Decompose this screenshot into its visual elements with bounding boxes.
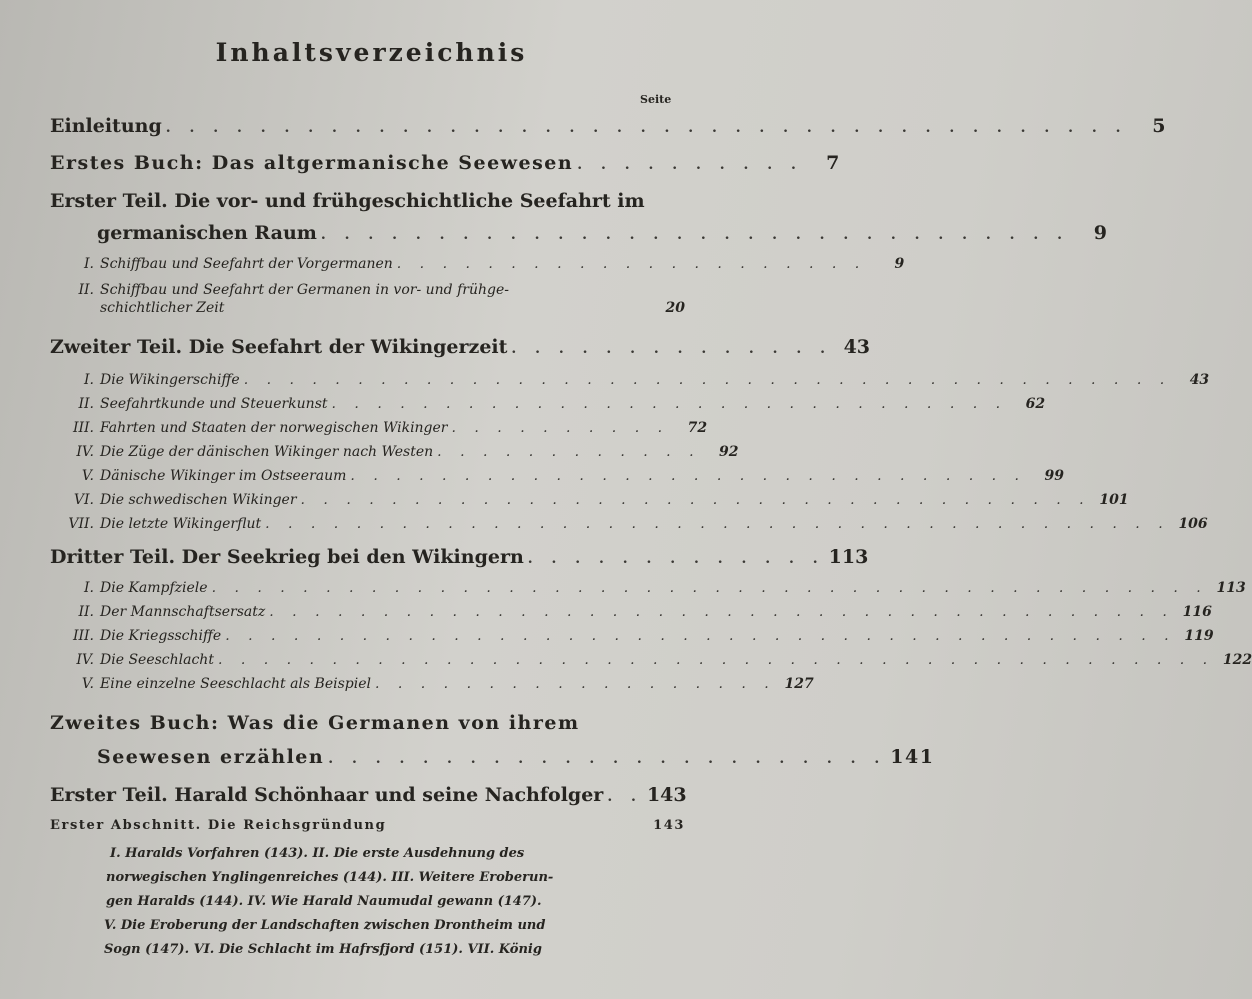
- toc-subentry-t1-2: [100, 300, 685, 316]
- roman-numeral: V.: [81, 468, 94, 484]
- toc-subentry-t2-2: [50, 396, 1046, 412]
- roman-numeral: II.: [78, 396, 94, 412]
- roman-numeral: IV.: [76, 444, 94, 460]
- toc-entry-label: Schiffbau und Seefahrt der Vorgermanen: [100, 256, 393, 272]
- dot-leader: . . . . . . . . . .: [451, 420, 670, 436]
- toc-entry-zweites-buch: [97, 746, 935, 768]
- summary-line: I. Haralds Vorfahren (143). II. Die erste Ausdehnung des: [110, 846, 525, 861]
- roman-numeral: II.: [78, 282, 94, 298]
- toc-page-number: 143: [646, 784, 687, 806]
- toc-subentry-t2-4: [50, 444, 739, 460]
- toc-entry-label: Die Züge der dänischen Wikinger nach Westen: [100, 444, 434, 460]
- toc-entry-label: Erster Abschnitt. Die Reichsgründung: [50, 818, 387, 833]
- toc-entry-teil1: [97, 222, 1107, 244]
- toc-subentry-t3-5: [50, 676, 814, 692]
- toc-entry-zweites-buch-line1: Zweites Buch: Was die Germanen von ihrem: [50, 712, 580, 734]
- dot-leader: . . . . . . . . . .: [577, 157, 803, 173]
- toc-entry-teil1-line1: Erster Teil. Die vor- und frühgeschichtliche Seefahrt im: [50, 190, 645, 212]
- toc-subentry-t2-6: [50, 492, 1129, 508]
- toc-entry-label: Die Kampfziele: [100, 580, 208, 596]
- toc-entry-zb-teil1: [50, 784, 685, 806]
- toc-page-number: 127: [784, 676, 814, 692]
- toc-entry-label: Seewesen erzählen: [97, 746, 325, 768]
- toc-page-number: 20: [665, 300, 685, 316]
- toc-entry-label: Erster Teil. Harald Schönhaar und seine Nachfolger: [50, 784, 604, 806]
- toc-page-number: 141: [890, 746, 935, 768]
- toc-entry-abschnitt1: [50, 818, 685, 833]
- toc-entry-label: Seefahrtkunde und Steuerkunst: [100, 396, 328, 412]
- dot-leader: . .: [607, 789, 643, 805]
- toc-entry-erstes-buch: [50, 152, 841, 174]
- page-column-label: Seite: [640, 93, 672, 106]
- toc-entry-label: Einleitung: [50, 115, 162, 137]
- dot-leader: . . . . . . . . . . . . . . . . . . . . . . . . . . . . . . . . . . . . . . . . .: [165, 120, 1128, 136]
- toc-subentry-t2-3: [50, 420, 708, 436]
- roman-numeral: V.: [81, 676, 94, 692]
- dot-leader: . . . . . . . . . . . . . . . . . . . . . . . .: [328, 751, 887, 767]
- toc-entry-label: Eine einzelne Seeschlacht als Beispiel: [100, 676, 371, 692]
- toc-page-number: 9: [1093, 222, 1107, 244]
- toc-page-number: 9: [894, 256, 905, 272]
- toc-entry-label: schichtlicher Zeit: [100, 300, 225, 316]
- toc-page-number: 122: [1222, 652, 1252, 668]
- toc-subentry-t3-3: [50, 628, 1214, 644]
- toc-page-number: 99: [1044, 468, 1064, 484]
- toc-entry-label: Zweiter Teil. Die Seefahrt der Wikingerzeit: [50, 336, 508, 358]
- dot-leader: . . . . . . . . . . . . . . . . . . . . . . . . . . . . . . . . . . . . . . . . . . . .: [217, 652, 1215, 668]
- dot-leader: . . . . . . . . . . . . . . . . . . . . . . . . . . . . . . . . . . .: [300, 492, 1091, 508]
- toc-entry-teil2: [50, 336, 871, 358]
- toc-subentry-t2-7: [50, 516, 1208, 532]
- page-heading: Inhaltsverzeichnis: [215, 38, 528, 67]
- summary-line: Sogn (147). VI. Die Schlacht im Hafrsfjord (151). VII. König: [104, 942, 542, 957]
- dot-leader: . . . . . . . . . . . . . . . . . . . . .: [396, 256, 867, 272]
- summary-line: norwegischen Ynglingenreiches (144). III. Weitere Eroberun-: [106, 870, 554, 885]
- dot-leader: . . . . . . . . . . . . .: [527, 551, 825, 567]
- toc-entry-label: Die Seeschlacht: [100, 652, 214, 668]
- toc-entry-label: Die letzte Wikingerflut: [100, 516, 262, 532]
- toc-entry-label: Die Wikingerschiffe: [100, 372, 240, 388]
- toc-entry-label: Dänische Wikinger im Ostseeraum: [100, 468, 347, 484]
- toc-page-number: 62: [1025, 396, 1046, 412]
- summary-line: gen Haralds (144). IV. Wie Harald Naumudal gewann (147).: [106, 894, 542, 909]
- toc-entry-label: Erstes Buch: Das altgermanische Seewesen: [50, 152, 574, 174]
- toc-page-number: 106: [1178, 516, 1208, 532]
- dot-leader: . . . . . . . . . . . . . . . . . .: [374, 676, 776, 692]
- toc-entry-label: Schiffbau und Seefahrt der Germanen in vor- und frühge-: [100, 282, 509, 298]
- toc-page-number: 7: [826, 152, 841, 174]
- toc-page-number: 116: [1182, 604, 1212, 620]
- toc-page-number: 101: [1099, 492, 1129, 508]
- roman-numeral: II.: [78, 604, 94, 620]
- toc-page-number: 92: [719, 444, 739, 460]
- toc-entry-label: Der Mannschaftsersatz: [100, 604, 266, 620]
- roman-numeral: III.: [72, 420, 94, 436]
- roman-numeral: I.: [84, 372, 94, 388]
- toc-subentry-t3-4: [50, 652, 1252, 668]
- roman-numeral: IV.: [76, 652, 94, 668]
- dot-leader: . . . . . . . . . . . . . . . . . . . . . . . . . . . . . . . . . . . . . . . . . . . .: [211, 580, 1208, 596]
- dot-leader: . . . . . . . . . . . . . . . . . . . . . . . . . . . . . .: [331, 396, 1008, 412]
- toc-entry-label: Dritter Teil. Der Seekrieg bei den Wikingern: [50, 546, 524, 568]
- dot-leader: . . . . . . . . . . . . . . . . . . . . . . . . . . . . . . . . . . . . . . . .: [265, 516, 1170, 532]
- toc-subentry-t3-2: [50, 604, 1212, 620]
- toc-page-number: 113: [828, 546, 869, 568]
- summary-line: V. Die Eroberung der Landschaften zwischen Drontheim und: [104, 918, 546, 933]
- toc-page-number: 72: [687, 420, 708, 436]
- toc-entry-label: germanischen Raum: [97, 222, 317, 244]
- toc-entry-teil3: [50, 546, 869, 568]
- dot-leader: . . . . . . . . . . . . . . . . . . . . . . . . . . . . . . . .: [320, 227, 1069, 243]
- roman-numeral: VII.: [68, 516, 94, 532]
- dot-leader: . . . . . . . . . . . . . . . . . . . . . . . . . . . . . . . . . . . . . . . .: [269, 604, 1174, 620]
- toc-page-number: 143: [653, 818, 685, 833]
- dot-leader: . . . . . . . . . . . . . . . . . . . . . . . . . . . . . . . . . . . . . . . . .: [243, 372, 1172, 388]
- roman-numeral: I.: [84, 580, 94, 596]
- toc-subentry-t1-2-line1: [50, 282, 509, 298]
- roman-numeral: III.: [72, 628, 94, 644]
- toc-page-number: 43: [1189, 372, 1210, 388]
- roman-numeral: I.: [84, 256, 94, 272]
- toc-subentry-t3-1: [50, 580, 1246, 596]
- dot-leader: . . . . . . . . . . . . . .: [511, 341, 833, 357]
- toc-entry-label: Fahrten und Staaten der norwegischen Wikinger: [100, 420, 448, 436]
- dot-leader: . . . . . . . . . . . .: [437, 444, 701, 460]
- roman-numeral: VI.: [73, 492, 94, 508]
- toc-subentry-t2-1: [50, 372, 1210, 388]
- toc-entry-label: Die schwedischen Wikinger: [100, 492, 297, 508]
- toc-entry-label: Die Kriegsschiffe: [100, 628, 222, 644]
- toc-page-number: 43: [843, 336, 871, 358]
- toc-subentry-t2-5: [50, 468, 1064, 484]
- dot-leader: . . . . . . . . . . . . . . . . . . . . . . . . . . . . . . . . . . . . . . . . . .: [225, 628, 1176, 644]
- toc-page-number: 119: [1184, 628, 1214, 644]
- toc-entry-einleitung: [50, 115, 1166, 137]
- toc-page-number: 113: [1216, 580, 1246, 596]
- dot-leader: . . . . . . . . . . . . . . . . . . . . . . . . . . . . . .: [350, 468, 1026, 484]
- toc-subentry-t1-1: [50, 256, 905, 272]
- toc-page-number: 5: [1152, 115, 1166, 137]
